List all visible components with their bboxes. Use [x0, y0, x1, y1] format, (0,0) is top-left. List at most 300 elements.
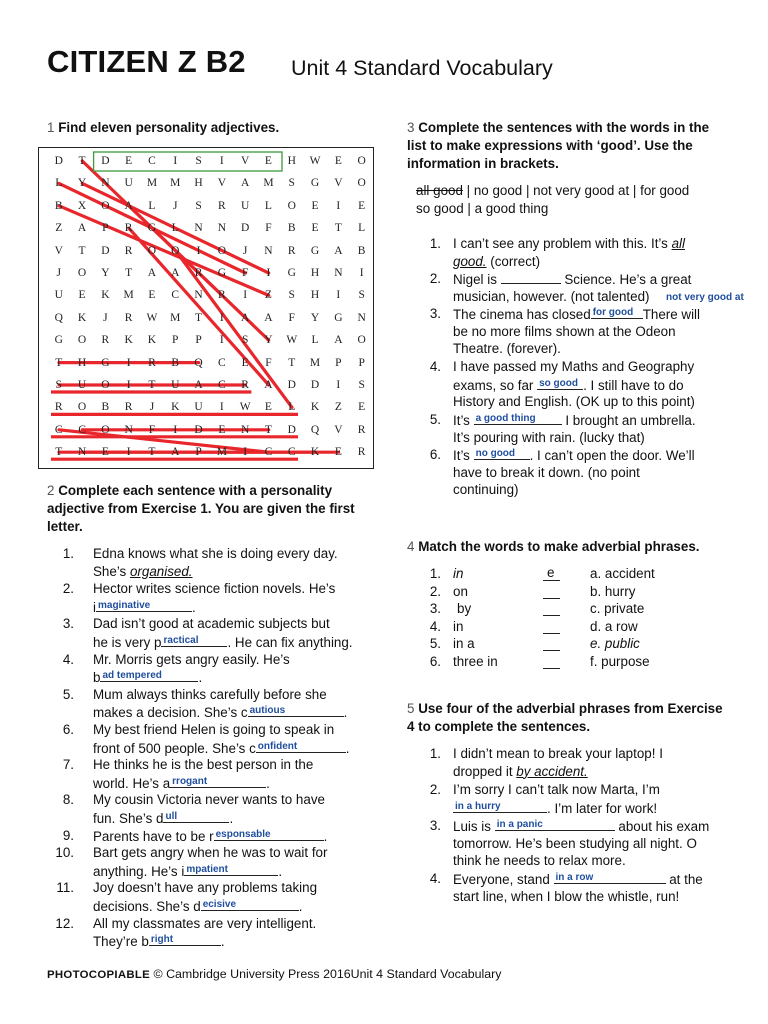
- question-text: start line, when I blow the whistle, run!: [453, 888, 680, 904]
- question-line-2: [453, 888, 679, 906]
- grid-letter: E: [78, 289, 87, 302]
- grid-letter: O: [357, 334, 367, 347]
- question-line-2: [93, 668, 202, 687]
- ex4-instruction: Match the words to make adverbial phrases.: [418, 539, 700, 554]
- grid-letter: V: [334, 423, 343, 436]
- answer-blank[interactable]: [161, 633, 227, 647]
- grid-letter: G: [101, 356, 110, 369]
- match-answer-blank[interactable]: [543, 566, 560, 581]
- row-number: 2.: [429, 583, 441, 599]
- answer-blank[interactable]: [495, 817, 615, 831]
- question-text: I’m sorry I can’t talk now Marta, I’m: [453, 782, 660, 797]
- question-text: I can’t see any problem with this. It’s: [453, 236, 672, 251]
- grid-letter: E: [311, 222, 320, 235]
- grid-letter: A: [147, 267, 157, 279]
- match-option: d. a row: [590, 618, 638, 634]
- grid-letter: L: [264, 199, 273, 212]
- match-option: c. private: [590, 601, 645, 617]
- question-number: 1.: [62, 546, 74, 561]
- grid-letter: U: [194, 401, 204, 414]
- answer-blank[interactable]: [474, 411, 562, 425]
- match-word: by: [457, 601, 472, 617]
- grid-letter: L: [288, 401, 296, 414]
- question-text: makes a decision. She’s c: [93, 705, 248, 721]
- question-line-1: [93, 580, 335, 598]
- answer-blank[interactable]: [591, 305, 643, 319]
- ex5-instruction: Use four of the adverbial phrases from Exercise 4 to complete the sentences.: [407, 701, 723, 734]
- match-row: [407, 635, 747, 653]
- grid-letter: I: [336, 199, 341, 212]
- ex3-number: 3: [407, 120, 415, 135]
- grid-letter: O: [287, 199, 297, 212]
- question-text: Theatre. (forever).: [453, 341, 561, 357]
- footer-label: PHOTOCOPIABLE: [47, 969, 151, 981]
- handwritten-answer: in a panic: [496, 819, 543, 830]
- question-line-1: [453, 870, 703, 889]
- question-text: Nigel is: [453, 272, 501, 287]
- grid-letter: B: [357, 244, 366, 257]
- grid-letter: Q: [310, 423, 320, 436]
- grid-letter: M: [170, 177, 181, 190]
- grid-letter: Z: [334, 401, 343, 414]
- grid-letter: I: [173, 155, 178, 167]
- grid-letter: H: [77, 356, 87, 369]
- grid-letter: D: [101, 244, 110, 257]
- grid-letter: T: [195, 311, 203, 324]
- question-line-1: [93, 827, 327, 846]
- grid-letter: I: [359, 267, 365, 279]
- grid-letter: R: [101, 334, 110, 347]
- handwritten-answer: ad tempered: [102, 670, 162, 682]
- grid-letter: L: [358, 222, 366, 235]
- question-line-1: [453, 235, 685, 253]
- grid-letter: T: [125, 267, 133, 279]
- question-line-2: [453, 288, 650, 306]
- question-text: She’s: [93, 563, 130, 579]
- grid-letter: W: [309, 155, 321, 167]
- grid-letter: H: [310, 289, 320, 302]
- grid-letter: A: [171, 267, 180, 279]
- question-number: 4.: [429, 871, 441, 886]
- question-number: 12.: [55, 915, 74, 931]
- question-text: tomorrow. He’s been studying all night. O: [453, 835, 697, 851]
- question-number: 4.: [429, 359, 441, 374]
- grid-letter: V: [334, 177, 343, 190]
- grid-letter: U: [240, 199, 250, 212]
- question-line-1: [93, 651, 290, 669]
- grid-letter: T: [264, 423, 273, 436]
- grid-letter: J: [242, 244, 248, 257]
- grid-letter: S: [288, 177, 296, 190]
- grid-letter: N: [77, 446, 87, 459]
- example-answer: good.: [453, 253, 487, 269]
- answer-blank[interactable]: [554, 870, 666, 884]
- question-line-3: [453, 852, 626, 870]
- question-text: b: [93, 670, 101, 686]
- handwritten-answer: no good: [475, 448, 516, 459]
- grid-letter: R: [357, 423, 366, 436]
- grid-letter: N: [240, 423, 250, 436]
- question-text: about his exam: [614, 819, 710, 834]
- handwritten-answer: rrogant: [172, 775, 208, 787]
- grid-letter: M: [309, 356, 321, 369]
- handwritten-answer: ull: [165, 810, 178, 822]
- match-option: a. accident: [590, 566, 655, 581]
- grid-letter: W: [146, 311, 158, 324]
- grid-letter: B: [54, 199, 64, 212]
- grid-letter: O: [77, 401, 87, 414]
- grid-letter: T: [78, 155, 87, 167]
- grid-letter: J: [173, 199, 178, 212]
- grid-letter: A: [171, 446, 180, 459]
- grid-letter: A: [240, 177, 250, 190]
- row-number: 4.: [429, 618, 441, 634]
- grid-letter: F: [148, 423, 156, 436]
- answer-blank[interactable]: [184, 862, 278, 876]
- grid-letter: I: [219, 401, 225, 414]
- grid-letter: N: [101, 177, 110, 190]
- question-text: Dad isn’t good at academic subjects but: [93, 616, 330, 632]
- grid-letter: Y: [264, 334, 274, 347]
- question-text-end: .: [298, 898, 303, 914]
- question-text: decisions. She’s d: [93, 898, 201, 914]
- grid-letter: M: [263, 177, 275, 190]
- question-line-3: [453, 340, 561, 358]
- grid-letter: C: [264, 446, 273, 459]
- question-text: have to break it down. (no point: [453, 464, 640, 480]
- grid-letter: N: [334, 267, 343, 279]
- grid-letter: G: [217, 267, 227, 279]
- question-line-1: [93, 915, 316, 933]
- grid-letter: I: [126, 446, 132, 459]
- answer-blank[interactable]: [170, 774, 266, 788]
- grid-letter: R: [241, 379, 250, 391]
- grid-letter: V: [54, 244, 64, 257]
- question-number: 3.: [62, 616, 74, 632]
- grid-letter: O: [101, 199, 110, 212]
- answer-blank[interactable]: [501, 270, 561, 284]
- question-line-1: [453, 446, 695, 465]
- match-row: [407, 600, 747, 618]
- question-text: front of 500 people. She’s c: [93, 740, 256, 756]
- grid-letter: I: [126, 379, 132, 391]
- grid-letter: I: [266, 267, 271, 279]
- question-number: 6.: [429, 447, 441, 462]
- grid-letter: I: [243, 289, 248, 302]
- handwritten-answer: mpatient: [186, 863, 228, 875]
- question-text: Science. He’s a great: [560, 272, 692, 287]
- ex5-heading: [407, 700, 727, 736]
- grid-letter: K: [124, 334, 134, 347]
- question-line-2: [93, 703, 347, 722]
- grid-letter: L: [148, 199, 156, 212]
- grid-letter: S: [195, 199, 203, 212]
- grid-letter: J: [103, 311, 109, 324]
- question-text: It’s: [453, 448, 474, 463]
- grid-letter: C: [218, 379, 227, 391]
- question-number: 10.: [55, 845, 74, 861]
- question-text: he is very p: [93, 634, 162, 650]
- grid-letter: G: [334, 311, 343, 324]
- grid-letter: N: [194, 289, 204, 302]
- question-line-2: [453, 464, 640, 482]
- question-line-1: [453, 745, 663, 763]
- question-text-end: .: [229, 810, 234, 826]
- question-line-1: [93, 686, 327, 704]
- match-answer-blank[interactable]: [543, 636, 560, 651]
- question-number: 5.: [62, 686, 74, 702]
- grid-letter: F: [265, 222, 273, 235]
- match-word: in a: [453, 636, 475, 652]
- grid-letter: R: [124, 244, 133, 257]
- handwritten-answer: right: [150, 934, 174, 946]
- grid-letter: O: [357, 155, 367, 167]
- grid-letter: I: [173, 423, 178, 436]
- match-option: b. hurry: [590, 583, 636, 599]
- grid-letter: K: [101, 289, 110, 302]
- ex3-word-list: [416, 182, 736, 217]
- grid-letter: S: [358, 289, 366, 302]
- question-text: History and English. (OK up to this point): [453, 394, 695, 410]
- ex4-number: 4: [407, 539, 415, 554]
- question-text: exams, so far: [453, 377, 538, 393]
- question-text: Parents have to be r: [93, 828, 214, 844]
- question-line-2: [93, 633, 353, 652]
- grid-letter: O: [171, 244, 180, 257]
- grid-letter: D: [310, 379, 320, 391]
- grid-letter: E: [264, 401, 273, 414]
- answer-blank[interactable]: [100, 668, 198, 682]
- grid-letter: F: [288, 311, 296, 324]
- grid-letter: E: [334, 446, 343, 459]
- grid-letter: L: [55, 177, 63, 190]
- question-line-1: [93, 615, 330, 633]
- handwritten-answer: in a row: [555, 872, 594, 883]
- question-text: Luis is: [453, 819, 495, 834]
- example-answer: organised.: [129, 563, 193, 579]
- grid-letter: C: [54, 423, 64, 436]
- grid-letter: Z: [264, 289, 273, 302]
- ex4-heading: [407, 538, 699, 556]
- grid-letter: A: [334, 334, 343, 347]
- grid-letter: E: [218, 423, 226, 436]
- match-row: [407, 618, 747, 636]
- question-text: I didn’t mean to break your laptop! I: [453, 746, 663, 761]
- handwritten-answer: autious: [249, 705, 286, 717]
- question-number: 1.: [429, 236, 441, 251]
- question-line-2: [453, 323, 676, 341]
- question-line-2: [93, 897, 302, 916]
- question-text: They’re b: [93, 934, 149, 950]
- grid-letter: D: [240, 222, 250, 235]
- answer-blank[interactable]: [474, 446, 530, 460]
- grid-letter: I: [336, 289, 341, 302]
- question-text: I have passed my Maths and Geography: [453, 359, 695, 374]
- handwritten-answer: in a hurry: [455, 800, 501, 812]
- handwritten-answer: onfident: [257, 740, 298, 752]
- grid-letter: P: [335, 356, 343, 369]
- answer-blank[interactable]: [149, 932, 221, 946]
- grid-letter: I: [243, 446, 248, 459]
- question-line-2: [93, 739, 350, 758]
- grid-letter: A: [124, 199, 134, 212]
- question-text: Mum always thinks carefully before she: [93, 686, 327, 702]
- question-line-2: [93, 774, 270, 793]
- grid-letter: I: [219, 311, 225, 324]
- question-number: 5.: [429, 412, 441, 427]
- answer-blank[interactable]: [256, 739, 346, 753]
- grid-letter: C: [148, 155, 157, 167]
- grid-letter: N: [357, 311, 367, 324]
- grid-letter: N: [194, 222, 204, 235]
- grid-letter: A: [264, 379, 274, 391]
- grid-letter: G: [54, 334, 64, 347]
- grid-letter: U: [124, 177, 134, 190]
- grid-letter: R: [218, 199, 227, 212]
- grid-letter: R: [287, 244, 297, 257]
- grid-letter: E: [358, 199, 366, 212]
- ex3-option-struck: all good: [416, 183, 463, 198]
- grid-letter: P: [172, 334, 179, 347]
- question-line-1: [93, 791, 325, 809]
- grid-letter: B: [101, 401, 110, 414]
- grid-letter: O: [77, 334, 87, 347]
- grid-letter: Z: [55, 222, 63, 235]
- grid-letter: N: [124, 423, 134, 436]
- word-search-markings: [39, 148, 375, 470]
- grid-letter: L: [311, 334, 320, 347]
- question-text-end: .: [266, 775, 270, 791]
- grid-letter: A: [194, 379, 204, 391]
- answer-blank[interactable]: [201, 897, 299, 911]
- question-text: My cousin Victoria never wants to have: [93, 792, 325, 808]
- ex2-instruction: Complete each sentence with a personality adjective from Exercise 1. You are given the first letter.: [47, 483, 355, 534]
- grid-letter: H: [310, 267, 320, 279]
- handwritten-answer: esponsable: [215, 828, 271, 840]
- answer-blank[interactable]: [248, 703, 344, 717]
- grid-letter: R: [194, 267, 203, 279]
- grid-letter: O: [357, 177, 367, 190]
- ex5-number: 5: [407, 701, 415, 716]
- grid-letter: E: [311, 199, 320, 212]
- ex3-options-line1: | no good | not very good at | for good: [462, 183, 690, 198]
- match-row: [407, 653, 747, 671]
- ex3-heading: [407, 119, 727, 173]
- question-text-end: .: [278, 863, 283, 879]
- grid-letter: T: [288, 356, 296, 369]
- ex1-number: 1: [47, 120, 55, 135]
- question-number: 3.: [429, 818, 441, 833]
- grid-letter: T: [148, 446, 156, 459]
- question-text: He thinks he is the best person in the: [93, 757, 314, 773]
- grid-letter: B: [171, 356, 180, 369]
- question-text: . I’m later for work!: [547, 800, 658, 816]
- grid-letter: D: [287, 423, 297, 436]
- grid-letter: G: [310, 177, 320, 190]
- grid-letter: K: [310, 401, 320, 414]
- question-text-end: .: [345, 740, 350, 756]
- grid-letter: D: [54, 155, 64, 167]
- answer-blank[interactable]: [96, 598, 192, 612]
- question-text-end: .: [343, 705, 348, 721]
- grid-letter: G: [147, 222, 157, 235]
- question-number: 6.: [62, 722, 74, 737]
- question-text: anything. He’s i: [93, 863, 185, 879]
- handwritten-answer: so good: [539, 377, 578, 389]
- answer-blank[interactable]: [163, 809, 229, 823]
- question-text: continuing): [453, 482, 519, 498]
- grid-letter: P: [195, 446, 203, 459]
- question-number: 3.: [429, 306, 441, 321]
- grid-letter: T: [78, 244, 87, 257]
- answer-blank[interactable]: [537, 376, 583, 390]
- answer-blank[interactable]: [453, 799, 547, 813]
- match-answer-blank[interactable]: [543, 584, 560, 599]
- match-answer-blank[interactable]: [543, 654, 560, 669]
- match-answer-blank[interactable]: [543, 619, 560, 634]
- question-line-3: [453, 481, 519, 499]
- grid-letter: O: [101, 423, 110, 436]
- grid-letter: N: [264, 244, 274, 257]
- handwritten-answer: ractical: [163, 634, 199, 646]
- grid-letter: L: [171, 222, 180, 235]
- question-line-1: [93, 844, 327, 862]
- question-line-1: [453, 358, 694, 376]
- match-row: [407, 583, 747, 601]
- match-option: e. public: [590, 636, 640, 652]
- question-text: fun. She’s d: [93, 810, 164, 826]
- grid-letter: C: [218, 356, 227, 369]
- grid-letter: W: [239, 401, 252, 414]
- answer-blank[interactable]: [214, 827, 324, 841]
- question-text: musician, however. (not talented): [453, 288, 650, 304]
- question-number: 4.: [62, 651, 74, 667]
- question-text: i: [93, 599, 96, 615]
- question-text: It’s: [453, 413, 474, 428]
- grid-letter: Q: [54, 311, 64, 324]
- grid-letter: A: [240, 311, 250, 324]
- question-line-1: [93, 756, 313, 774]
- row-number: 6.: [429, 654, 441, 669]
- match-answer-blank[interactable]: [543, 601, 560, 616]
- question-text-end: .: [323, 828, 328, 844]
- question-line-1: [453, 411, 696, 430]
- question-text: There will: [642, 307, 700, 322]
- ex3-instruction: Complete the sentences with the words in the list to make expressions with ‘good’. Use the information in brackets.: [407, 120, 710, 171]
- question-text: Edna knows what she is doing every day.: [93, 546, 338, 561]
- question-number: 7.: [62, 757, 74, 773]
- grid-letter: I: [126, 356, 132, 369]
- grid-letter: T: [55, 356, 63, 369]
- row-number: 5.: [429, 636, 441, 652]
- example-answer: by accident.: [516, 763, 588, 779]
- handwritten-answer: maginative: [97, 599, 151, 611]
- question-number: 8.: [62, 792, 74, 808]
- match-word: in: [453, 566, 464, 581]
- word-search-grid: [38, 147, 374, 469]
- ex1-heading: [47, 119, 279, 137]
- grid-letter: K: [147, 334, 157, 347]
- grid-letter: V: [217, 177, 227, 190]
- row-number: 3.: [429, 601, 441, 617]
- grid-letter: X: [77, 199, 87, 212]
- handwritten-answer: for good: [592, 307, 634, 318]
- question-text-end: .: [191, 599, 196, 615]
- page-title: CITIZEN Z B2: [47, 44, 246, 79]
- grid-letter: T: [334, 222, 343, 235]
- grid-letter: Y: [101, 267, 110, 279]
- grid-letter: C: [171, 289, 180, 302]
